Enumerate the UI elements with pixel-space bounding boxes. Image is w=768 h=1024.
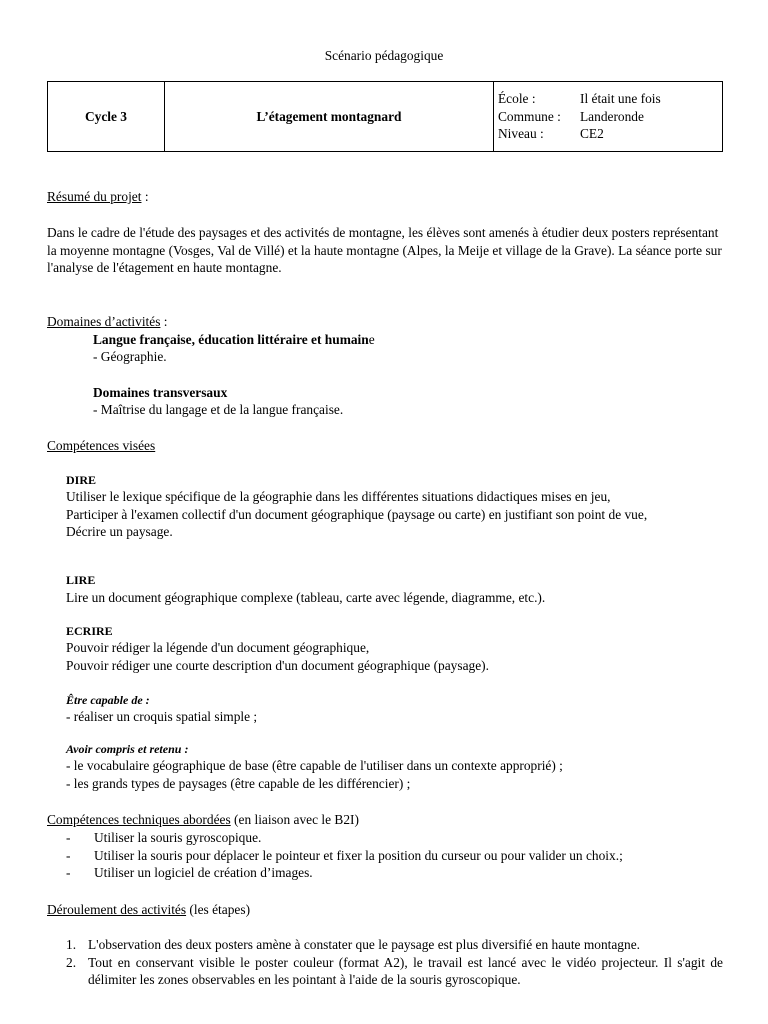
- list-item: - Utiliser la souris pour déplacer le pointeur et fixer la position du curseur ou pour valider un choix.;: [66, 847, 623, 863]
- main-domain-tail: e: [368, 332, 375, 347]
- level-value: CE2: [580, 126, 604, 142]
- techniques-heading-suffix: (en liaison avec le B2I): [230, 812, 359, 827]
- domains-heading: [47, 313, 168, 331]
- school-info-cell: [494, 82, 723, 152]
- compris-block: [66, 757, 716, 792]
- list-item-text: Tout en conservant visible le poster couleur (format A2), le travail est lancé avec le vidéo projecteur. Il s'agit de délimiter les zones observables en les pointant à l'aide de la souris gyroscopique.: [88, 954, 723, 987]
- list-item-number: 1.: [66, 937, 77, 952]
- techniques-list: [66, 829, 623, 882]
- header-table: [47, 81, 723, 152]
- deroulement-list: [66, 936, 723, 989]
- dire-line: Utiliser le lexique spécifique de la géographie dans les différentes situations didactiques mises en jeu,: [66, 489, 611, 504]
- list-item-text: Utiliser la souris gyroscopique.: [94, 830, 262, 845]
- competences-heading: [47, 437, 155, 455]
- commune-label: Commune :: [498, 108, 561, 124]
- school-row: [498, 90, 722, 108]
- document-title: Scénario pédagogique: [324, 48, 444, 63]
- transversal-item: - Maîtrise du langage et de la langue française.: [93, 402, 344, 417]
- resume-heading-text: Résumé du projet: [47, 189, 142, 204]
- ecrire-line: Pouvoir rédiger une courte description d'un document géographique (paysage).: [66, 657, 489, 673]
- lire-title: LIRE: [66, 573, 96, 587]
- deroulement-heading: [47, 901, 250, 919]
- deroulement-heading-suffix: (les étapes): [186, 902, 251, 917]
- compris-title: Avoir compris et retenu :: [66, 742, 189, 756]
- domains-heading-colon: :: [160, 314, 168, 329]
- dire-line: Décrire un paysage.: [66, 524, 173, 539]
- ecrire-title: ECRIRE: [66, 624, 113, 638]
- list-item: [66, 954, 723, 989]
- list-item: [66, 936, 723, 954]
- list-item: - Utiliser un logiciel de création d’images.: [66, 865, 313, 880]
- capable-line: - réaliser un croquis spatial simple ;: [66, 709, 258, 724]
- lire-line: Lire un document géographique complexe (tableau, carte avec légende, diagramme, etc.).: [66, 590, 546, 605]
- resume-paragraph: Dans le cadre de l'étude des paysages et des activités de montagne, les élèves sont amenés à étudier deux posters représentant la moyenne montagne (Vosges, Val de Villé) et la haute montagne (Alpes, la Meije et village de la Grave). La séance porte sur l'analyse de l'étagement en haute montagne.: [47, 225, 722, 275]
- school-label: École :: [498, 91, 536, 107]
- ecrire-line: Pouvoir rédiger la légende d'un document géographique,: [66, 640, 370, 655]
- dire-line: Participer à l'examen collectif d'un document géographique (paysage ou carte) en justifiant son point de vue,: [66, 506, 648, 522]
- cycle-cell: Cycle 3: [48, 82, 165, 152]
- level-label: Niveau :: [498, 126, 544, 142]
- capable-title: Être capable de :: [66, 693, 150, 707]
- main-domain-bold: Langue française, éducation littéraire et humain: [93, 332, 369, 347]
- main-domain: [93, 331, 375, 349]
- list-item-text: Utiliser un logiciel de création d’images.: [94, 865, 313, 880]
- level-row: [498, 125, 722, 143]
- dire-title: DIRE: [66, 473, 97, 487]
- competences-heading-text: Compétences visées: [47, 438, 156, 453]
- commune-row: [498, 108, 722, 126]
- techniques-heading-text: Compétences techniques abordées: [47, 812, 231, 827]
- dire-block: [66, 488, 716, 541]
- deroulement-heading-text: Déroulement des activités: [47, 902, 187, 917]
- techniques-heading: [47, 811, 359, 829]
- school-value: Il était une fois: [580, 91, 661, 107]
- resume-heading-colon: :: [141, 189, 149, 204]
- resume-heading: [47, 188, 149, 206]
- list-item-text: L'observation des deux posters amène à constater que le paysage est plus diversifié en haute montagne.: [88, 937, 640, 952]
- topic-cell: L’étagement montagnard: [165, 82, 494, 152]
- list-item-text: Utiliser la souris pour déplacer le pointeur et fixer la position du curseur ou pour valider un choix.;: [94, 847, 623, 863]
- main-domain-item: - Géographie.: [93, 349, 167, 364]
- commune-value: Landeronde: [580, 108, 644, 124]
- compris-line: - les grands types de paysages (être capable de les différencier) ;: [66, 775, 411, 791]
- list-item: - Utiliser la souris gyroscopique.: [66, 830, 262, 845]
- ecrire-block: [66, 639, 716, 674]
- transversal-title: Domaines transversaux: [93, 385, 228, 400]
- domains-heading-text: Domaines d’activités: [47, 314, 161, 329]
- list-item-number: 2.: [66, 954, 77, 970]
- compris-line: - le vocabulaire géographique de base (être capable de l'utiliser dans un contexte approprié) ;: [66, 758, 563, 773]
